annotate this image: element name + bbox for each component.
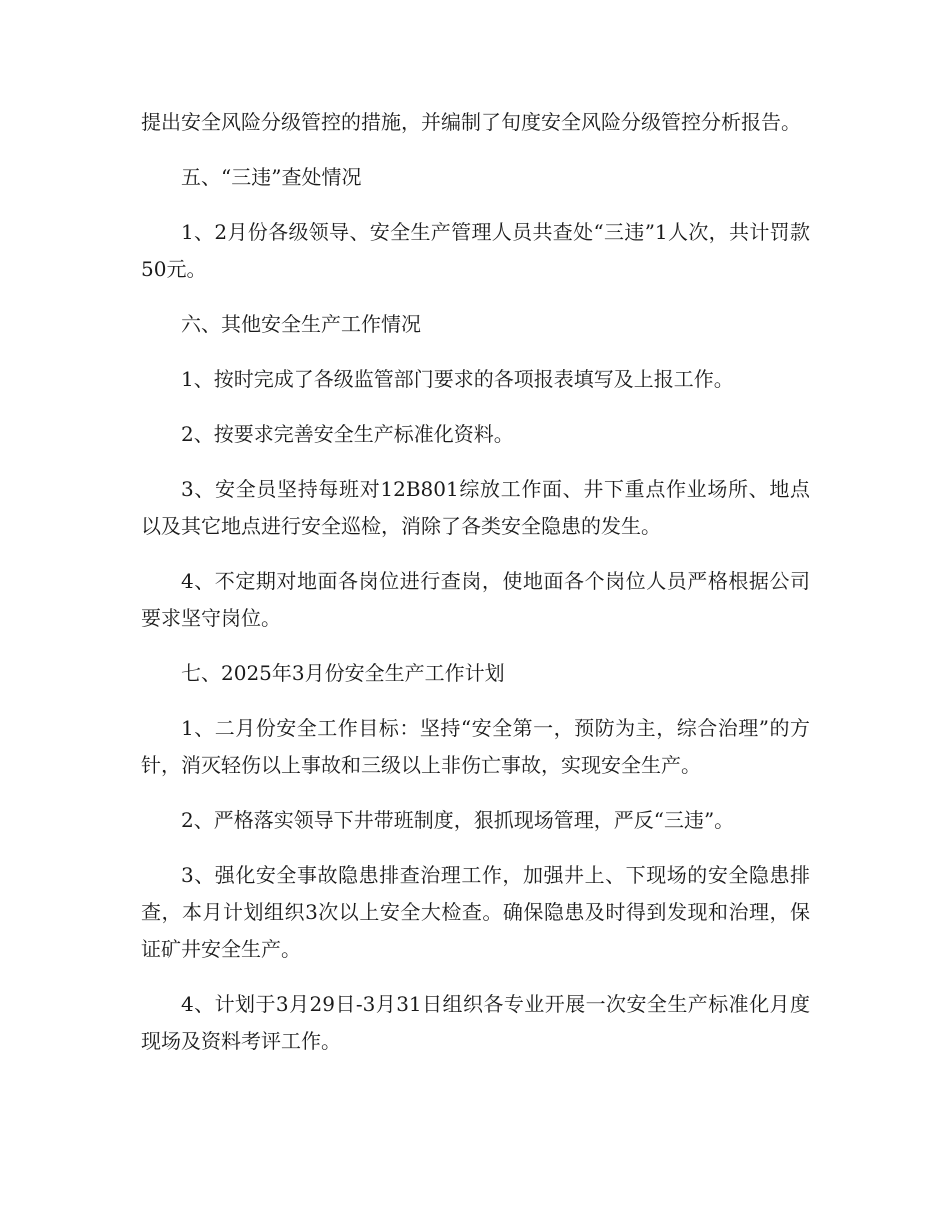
paragraph-other-item-1: 1、按时完成了各级监管部门要求的各项报表填写及上报工作。 bbox=[181, 367, 734, 391]
paragraph-other-item-2: 2、按要求完善安全生产标准化资料。 bbox=[181, 422, 514, 446]
paragraph-violations-item-1: 1、2月份各级领导、安全生产管理人员共查处“三违”1人次，共计罚款50元。 bbox=[141, 220, 810, 281]
section-heading-plan: 七、2025年3月份安全生产工作计划 bbox=[181, 661, 505, 685]
paragraph-other-item-4: 4、不定期对地面各岗位进行查岗，使地面各个岗位人员严格根据公司要求坚守岗位。 bbox=[141, 569, 810, 630]
section-heading-violations: 五、“三违”查处情况 bbox=[181, 165, 362, 189]
paragraph-continuation: 提出安全风险分级管控的措施，并编制了旬度安全风险分级管控分析报告。 bbox=[141, 110, 801, 134]
paragraph-other-item-3: 3、安全员坚持每班对12B801综放工作面、井下重点作业场所、地点以及其它地点进行安全巡检，消除了各类安全隐患的发生。 bbox=[141, 477, 810, 538]
paragraph-plan-item-2: 2、严格落实领导下井带班制度，狠抓现场管理，严反“三违”。 bbox=[181, 808, 735, 832]
section-heading-other-work: 六、其他安全生产工作情况 bbox=[181, 312, 421, 336]
paragraph-plan-item-4: 4、计划于3月29日-3月31日组织各专业开展一次安全生产标准化月度现场及资料考评工作。 bbox=[141, 992, 810, 1053]
paragraph-plan-item-3: 3、强化安全事故隐患排查治理工作，加强井上、下现场的安全隐患排查，本月计划组织3次以上安全大检查。确保隐患及时得到发现和治理，保证矿井安全生产。 bbox=[141, 863, 810, 961]
paragraph-plan-item-1: 1、二月份安全工作目标：坚持“安全第一，预防为主，综合治理”的方针，消灭轻伤以上事故和三级以上非伤亡事故，实现安全生产。 bbox=[141, 716, 810, 777]
